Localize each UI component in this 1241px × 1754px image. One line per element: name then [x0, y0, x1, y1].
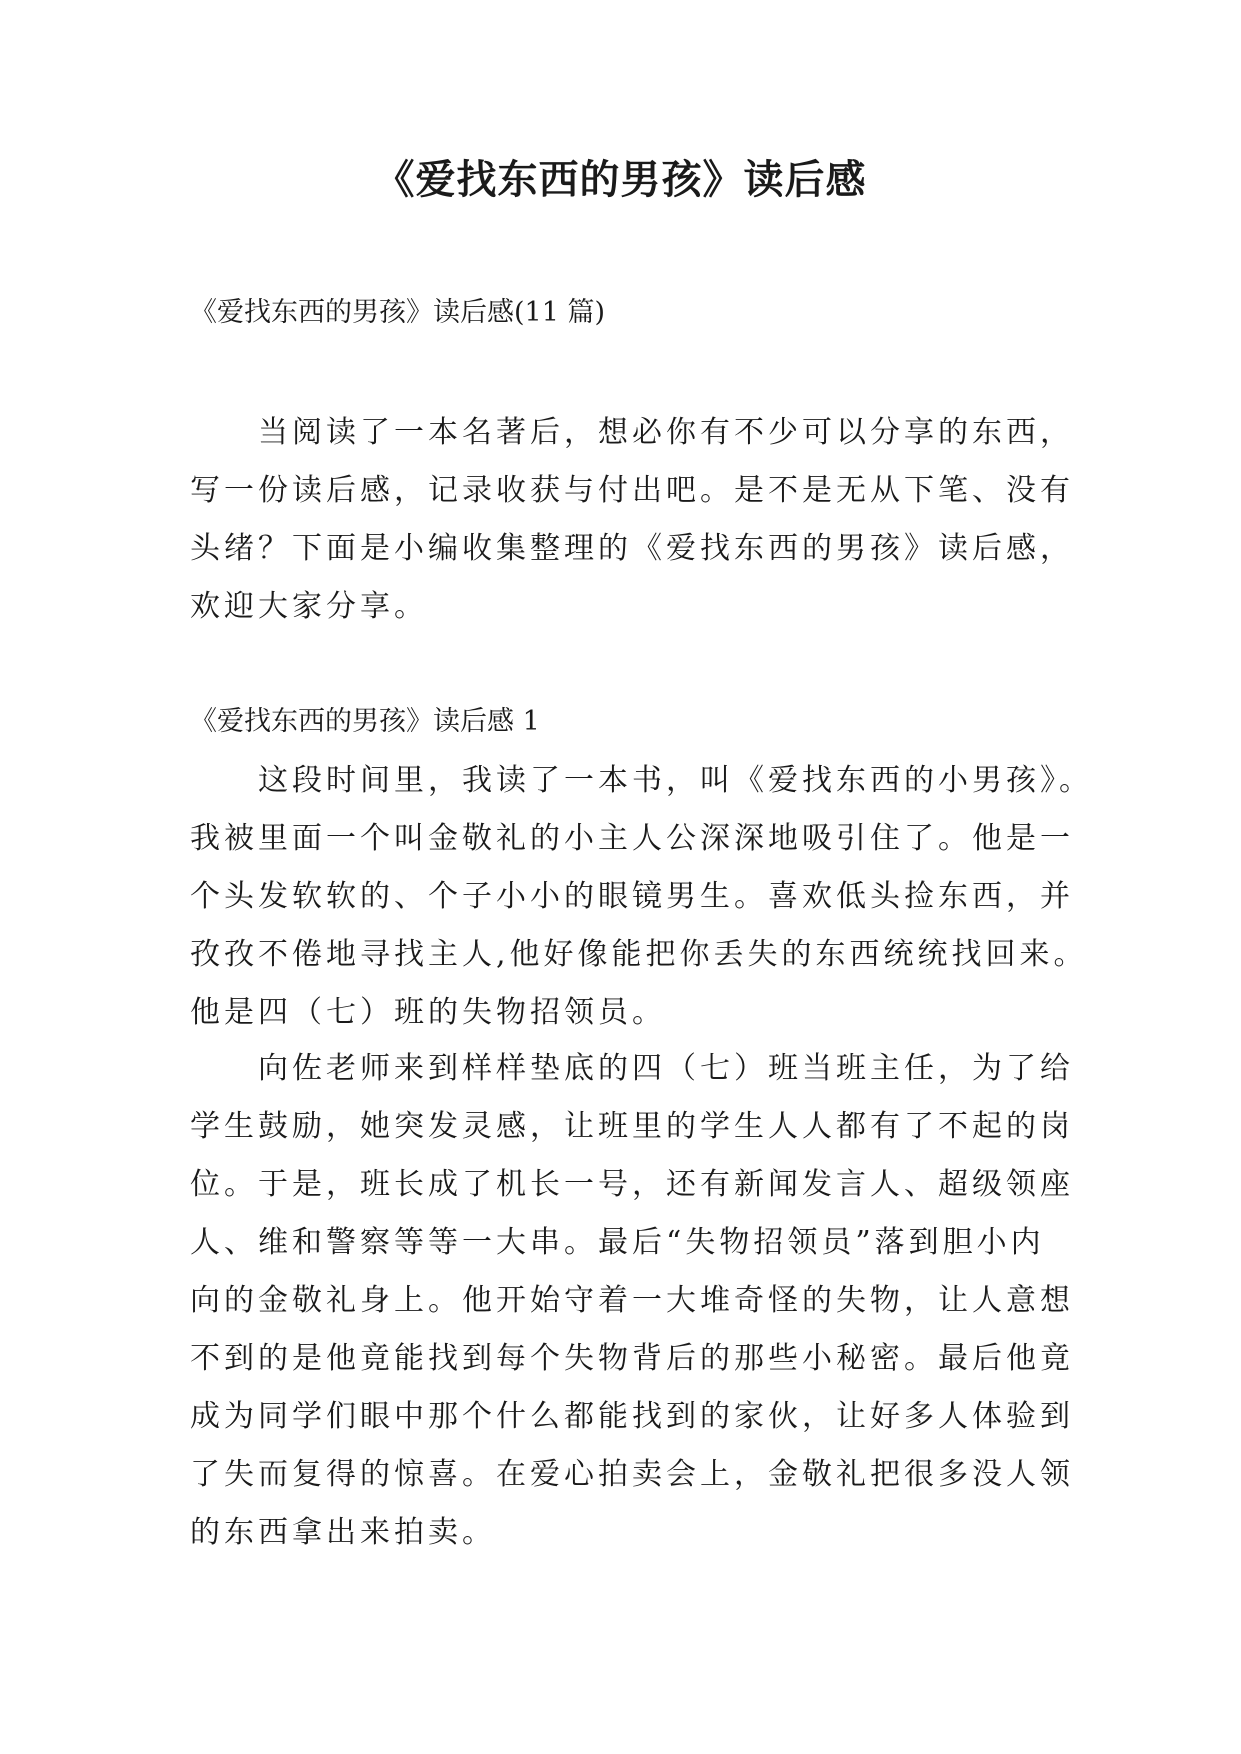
intro-line: 当阅读了一本名著后，想必你有不少可以分享的东西，: [190, 415, 1074, 450]
body-paragraph-1: [190, 752, 1093, 1042]
intro-line: 欢迎大家分享。: [190, 589, 428, 624]
paragraph-line: 不到的是他竟能找到每个失物背后的那些小秘密。最后他竟: [190, 1341, 1074, 1376]
intro-line: 写一份读后感，记录收获与付出吧。是不是无从下笔、没有: [190, 473, 1074, 508]
paragraph-line: 他是四（七）班的失物招领员。: [190, 995, 666, 1030]
paragraph-line: 孜孜不倦地寻找主人,他好像能把你丢失的东西统统找回来。: [190, 937, 1088, 972]
paragraph-line: 成为同学们眼中那个什么都能找到的家伙，让好多人体验到: [190, 1399, 1074, 1434]
paragraph-line: 这段时间里，我读了一本书，叫《爱找东西的小男孩》。: [190, 763, 1093, 798]
document-subtitle: 《爱找东西的男孩》读后感(11 篇): [190, 297, 606, 328]
body-paragraph-2: [190, 1040, 1090, 1562]
paragraph-line: 我被里面一个叫金敬礼的小主人公深深地吸引住了。他是一: [190, 821, 1074, 856]
paragraph-line: 人、维和警察等等一大串。最后“失物招领员”落到胆小内: [190, 1225, 1045, 1260]
intro-paragraph: [190, 404, 1074, 636]
paragraph-line: 了失而复得的惊喜。在爱心拍卖会上，金敬礼把很多没人领: [190, 1457, 1074, 1492]
paragraph-line: 的东西拿出来拍卖。: [190, 1515, 496, 1550]
paragraph-line: 向的金敬礼身上。他开始守着一大堆奇怪的失物，让人意想: [190, 1283, 1074, 1318]
paragraph-line: 学生鼓励，她突发灵感，让班里的学生人人都有了不起的岗: [190, 1109, 1074, 1144]
intro-line: 头绪？下面是小编收集整理的《爱找东西的男孩》读后感，: [190, 531, 1074, 566]
page-title: 《爱找东西的男孩》读后感: [374, 157, 867, 203]
paragraph-line: 个头发软软的、个子小小的眼镜男生。喜欢低头捡东西，并: [190, 879, 1074, 914]
paragraph-line: 位。于是，班长成了机长一号，还有新闻发言人、超级领座: [190, 1167, 1074, 1202]
paragraph-line: 向佐老师来到样样垫底的四（七）班当班主任，为了给: [190, 1051, 1074, 1086]
section-heading: 《爱找东西的男孩》读后感 1: [190, 706, 540, 737]
